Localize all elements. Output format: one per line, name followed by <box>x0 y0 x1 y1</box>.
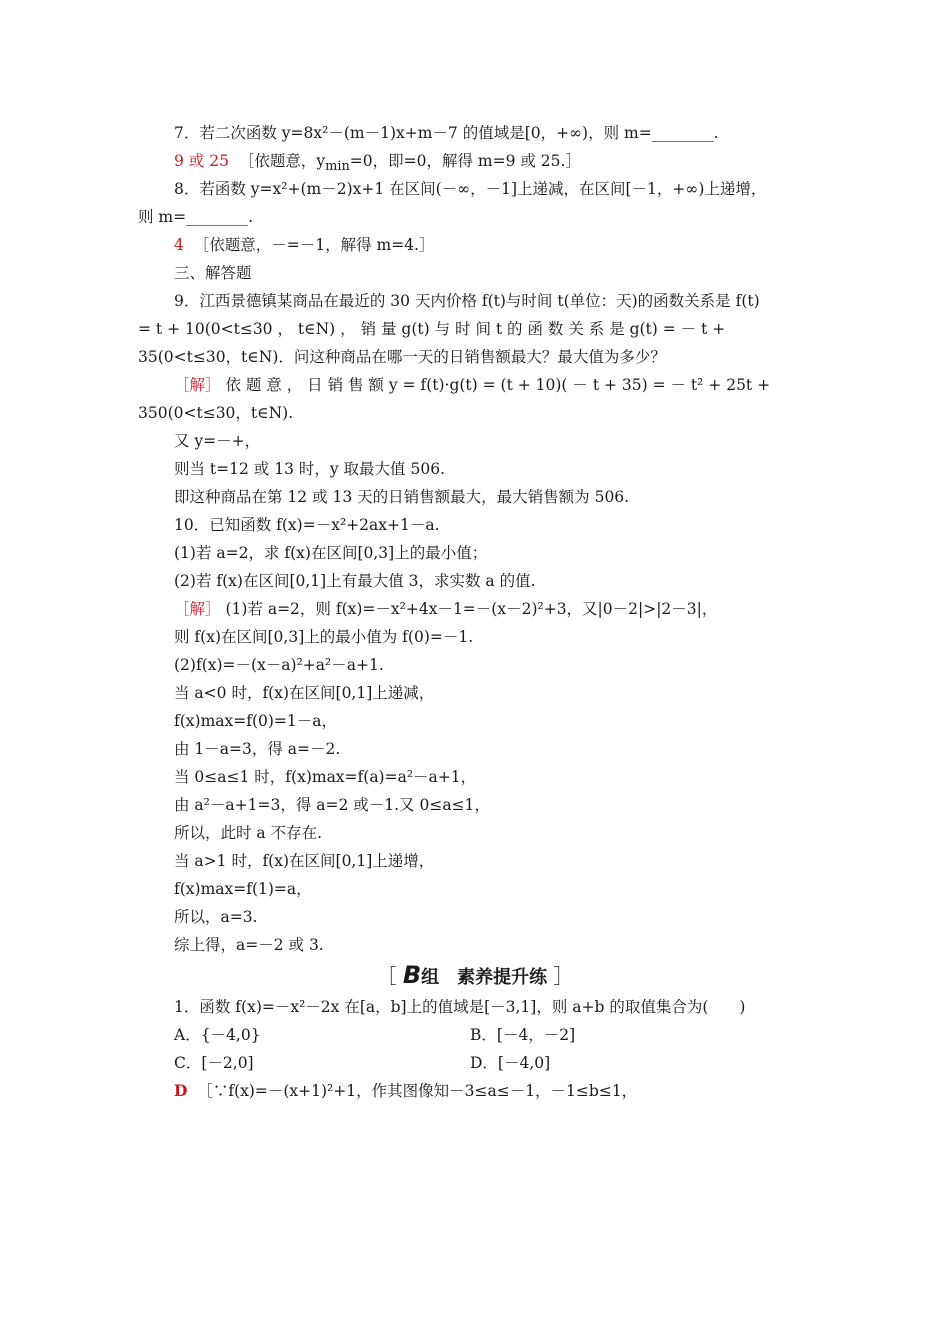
option-a: A．{－4,0} <box>174 1026 261 1044</box>
banner-letter: B <box>402 961 422 989</box>
solution-9-text-3: 又 y=－+， <box>174 432 261 450</box>
question-7 <box>0 123 950 143</box>
question-9-text-3: 35(0<t≤30，t∈N)．问这种商品在哪一天的日销售额最大？最大值为多少？ <box>138 348 666 366</box>
solution-9-line-2 <box>0 403 950 423</box>
b-answer-1-text: ［∵f(x)=－(x+1)²+1，作其图像知－3≤a≤－1，－1≤b≤1， <box>197 1082 638 1100</box>
solution-10-line-4 <box>0 683 950 703</box>
question-8-line-2 <box>0 207 950 227</box>
answer-7-text: ［依题意，$y_{min}=0$，即=0，解得 m=9 或 25.］ <box>238 152 581 175</box>
option-c: C．[－2,0] <box>174 1054 254 1072</box>
solution-10-line-12 <box>0 907 950 927</box>
question-10-part-1 <box>0 543 950 563</box>
solution-10-text-11: f(x)max=f(1)=a， <box>174 880 312 898</box>
question-8-line-1 <box>0 179 950 199</box>
question-8-text-1: 8．若函数 y=x²+(m－2)x+1 在区间(－∞，－1]上递减，在区间[－1，+∞)上递增， <box>174 180 767 198</box>
solution-10-line-3 <box>0 655 950 675</box>
solution-10-text-8: 由 a²－a+1=3，得 a=2 或－1.又 0≤a≤1， <box>174 796 490 814</box>
solution-9-text-2: 350(0<t≤30，t∈N). <box>138 404 294 422</box>
solution-10-text-3: (2)f(x)=－(x－a)²+a²－a+1. <box>174 656 384 674</box>
answer-8-text: ［依题意，－=－1，解得 m=4.］ <box>193 236 435 254</box>
solution-10-text-7: 当 0≤a≤1 时，f(x)max=f(a)=a²－a+1， <box>174 768 477 786</box>
solution-10-text-10: 当 a>1 时，f(x)在区间[0,1]上递增， <box>174 852 435 870</box>
option-d: D．[－4,0] <box>470 1054 551 1072</box>
solution-10-line-8 <box>0 795 950 815</box>
b-question-1 <box>0 997 950 1017</box>
solution-10-tag: ［解］ <box>174 600 221 618</box>
banner-close-bracket: ］ <box>553 964 574 988</box>
section-heading <box>0 263 950 283</box>
solution-10-line-13 <box>0 935 950 955</box>
solution-9-text-5: 即这种商品在第 12 或 13 天的日销售额最大，最大销售额为 506. <box>174 488 630 506</box>
solution-9-tag: ［解］ <box>174 376 221 394</box>
solution-10-text-12: 所以，a=3. <box>174 908 258 926</box>
answer-7-value: 9 或 25 <box>174 152 229 170</box>
question-9-line-3 <box>0 347 950 367</box>
question-9-line-2 <box>0 319 950 339</box>
solution-10-line-10 <box>0 851 950 871</box>
solution-9-line-4 <box>0 459 950 479</box>
solution-9-line-5 <box>0 487 950 507</box>
solution-10-text-1: (1)若 a=2，则 f(x)=－x²+4x－1=－(x－2)²+3，又|0－2|>|2－3|， <box>220 600 718 618</box>
banner-open-bracket: ［ <box>376 964 397 988</box>
solution-10-line-9 <box>0 823 950 843</box>
question-7-text: 7．若二次函数 y=8x²－(m－1)x+m－7 的值域是[0，+∞)，则 m=________. <box>174 124 719 142</box>
b-answer-1 <box>0 1081 950 1101</box>
solution-10-text-2: 则 f(x)在区间[0,3]上的最小值为 f(0)=－1. <box>174 628 474 646</box>
solution-10-text-4: 当 a<0 时，f(x)在区间[0,1]上递减， <box>174 684 435 702</box>
solution-10-text-9: 所以，此时 a 不存在. <box>174 824 323 842</box>
question-8-text-2: 则 m=________. <box>138 208 254 226</box>
question-10-part-2-text: (2)若 f(x)在区间[0,1]上有最大值 3，求实数 a 的值. <box>174 572 536 590</box>
solution-9-line-1 <box>0 375 950 395</box>
banner-title: 组 素养提升练 <box>421 967 548 988</box>
solution-10-text-6: 由 1－a=3，得 a=－2. <box>174 740 341 758</box>
section-heading-text: 三、解答题 <box>174 264 252 282</box>
answer-7 <box>0 151 950 177</box>
solution-9-text-4: 则当 t=12 或 13 时，y 取最大值 506. <box>174 460 445 478</box>
solution-10-line-5 <box>0 711 950 731</box>
question-10 <box>0 515 950 535</box>
solution-10-line-11 <box>0 879 950 899</box>
b-answer-1-value: D <box>174 1081 188 1100</box>
solution-10-line-6 <box>0 739 950 759</box>
solution-10-text-13: 综上得，a=－2 或 3. <box>174 936 324 954</box>
question-9-line-1 <box>0 291 950 311</box>
answer-8-value: 4 <box>174 236 184 254</box>
question-9-text-2: = t + 10(0<t≤30 ， t∈N) ， 销 量 g(t) 与 时 间 t 的 函 数 关 系 是 g(t) = － t + <box>138 320 726 338</box>
question-10-part-2 <box>0 571 950 591</box>
group-b-banner <box>0 960 950 989</box>
solution-10-line-7 <box>0 767 950 787</box>
solution-10-text-5: f(x)max=f(0)=1－a， <box>174 712 338 730</box>
option-b: B．[－4，－2] <box>470 1026 576 1044</box>
question-10-part-1-text: (1)若 a=2，求 f(x)在区间[0,3]上的最小值； <box>174 544 488 562</box>
solution-9-line-3 <box>0 431 950 451</box>
solution-10-line-1 <box>0 599 950 619</box>
answer-8 <box>0 235 950 255</box>
question-10-text: 10．已知函数 f(x)=－x²+2ax+1－a. <box>174 516 440 534</box>
solution-10-line-2 <box>0 627 950 647</box>
question-9-text-1: 9．江西景德镇某商品在最近的 30 天内价格 f(t)与时间 t(单位：天)的函数关系是 f(t) <box>174 292 760 310</box>
solution-9-text-1: 依 题 意 ， 日 销 售 额 y = f(t)·g(t) = (t + 10)( － t + 35) = － t² + 25t + <box>220 376 771 394</box>
b-question-1-text: 1．函数 f(x)=－x²－2x 在[a，b]上的值域是[－3,1]，则 a+b 的取值集合为( ) <box>174 998 746 1016</box>
